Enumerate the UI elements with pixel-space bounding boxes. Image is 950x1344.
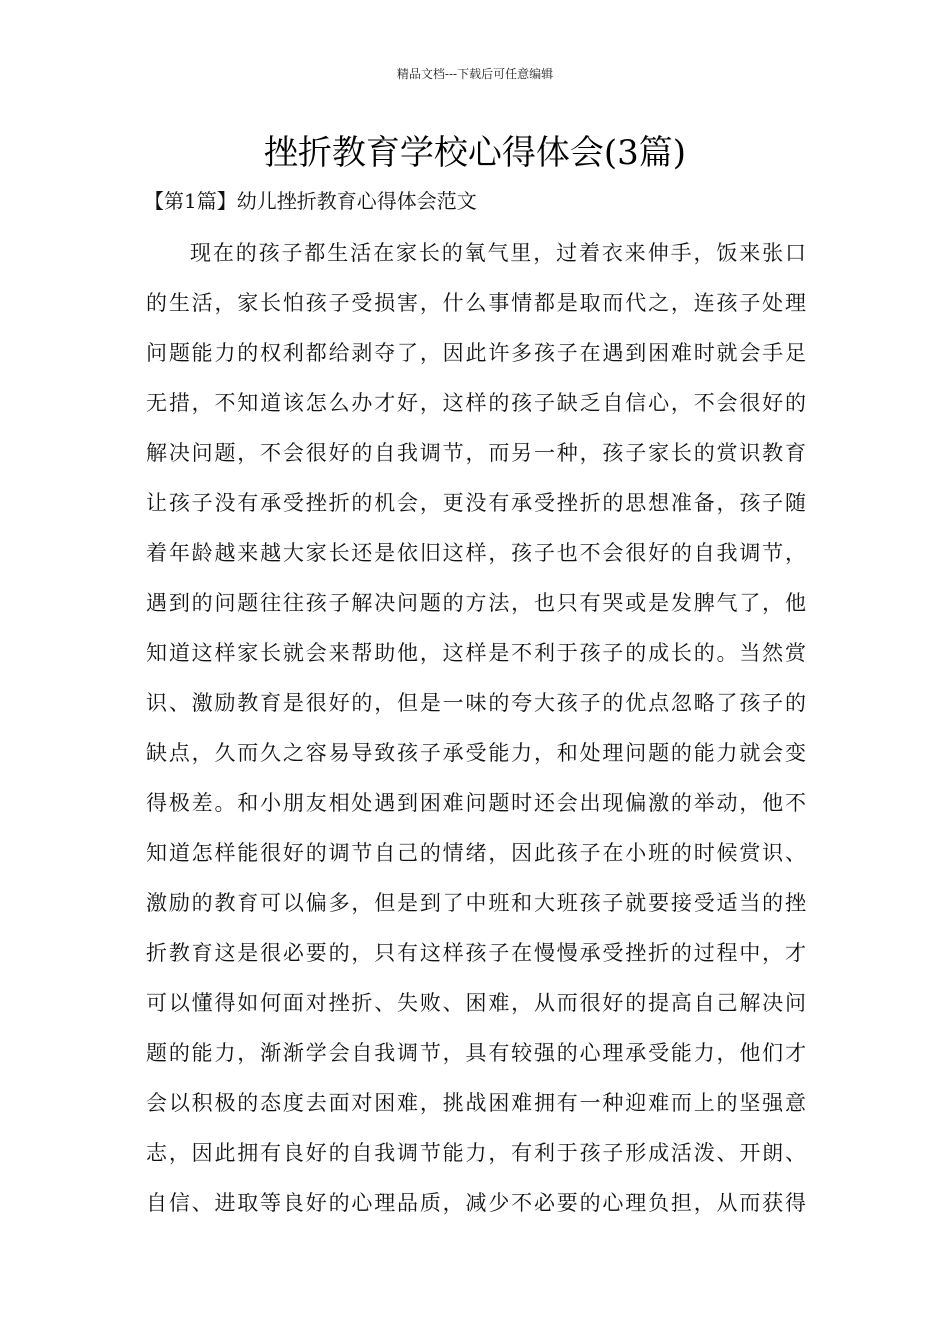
body-line: 问题能力的权利都给剥夺了，因此许多孩子在遇到困难时就会手足 [146,341,806,365]
body-line: 折教育这是很必要的，只有这样孩子在慢慢承受挫折的过程中，才 [146,941,806,965]
body-line: 无措，不知道该怎么办才好，这样的孩子缺乏自信心，不会很好的 [146,391,806,415]
body-line: 题的能力，渐渐学会自我调节，具有较强的心理承受能力，他们才 [146,1041,806,1065]
body-line: 遇到的问题往往孩子解决问题的方法，也只有哭或是发脾气了，他 [146,591,806,615]
body-line: 可以懂得如何面对挫折、失败、困难，从而很好的提高自己解决问 [146,991,806,1015]
body-line: 缺点，久而久之容易导致孩子承受能力，和处理问题的能力就会变 [146,741,806,765]
body-line: 的生活，家长怕孩子受损害，什么事情都是取而代之，连孩子处理 [146,291,806,315]
section-heading: 【第1篇】幼儿挫折教育心得体会范文 [144,189,477,213]
body-line: 解决问题，不会很好的自我调节，而另一种，孩子家长的赏识教育 [146,441,806,465]
body-line: 志，因此拥有良好的自我调节能力，有利于孩子形成活泼、开朗、 [146,1141,806,1165]
body-line: 得极差。和小朋友相处遇到困难问题时还会出现偏激的举动，他不 [146,791,806,815]
body-line: 让孩子没有承受挫折的机会，更没有承受挫折的思想准备，孩子随 [146,491,806,515]
body-line: 知道这样家长就会来帮助他，这样是不利于孩子的成长的。当然赏 [146,641,806,665]
body-line: 现在的孩子都生活在家长的氧气里，过着衣来伸手，饭来张口 [190,241,806,265]
body-line: 会以积极的态度去面对困难，挑战困难拥有一种迎难而上的坚强意 [146,1091,806,1115]
body-line: 激励的教育可以偏多，但是到了中班和大班孩子就要接受适当的挫 [146,891,806,915]
body-line: 着年龄越来越大家长还是依旧这样，孩子也不会很好的自我调节， [146,541,806,565]
body-line: 识、激励教育是很好的，但是一味的夸大孩子的优点忽略了孩子的 [146,691,806,715]
body-line: 自信、进取等良好的心理品质，减少不必要的心理负担，从而获得 [146,1191,806,1215]
body-line: 知道怎样能很好的调节自己的情绪，因此孩子在小班的时候赏识、 [146,841,806,865]
document-title: 挫折教育学校心得体会(3篇) [263,133,687,173]
body-paragraph [146,228,806,1228]
page-header: 精品文档---下载后可任意编辑 [396,67,554,81]
